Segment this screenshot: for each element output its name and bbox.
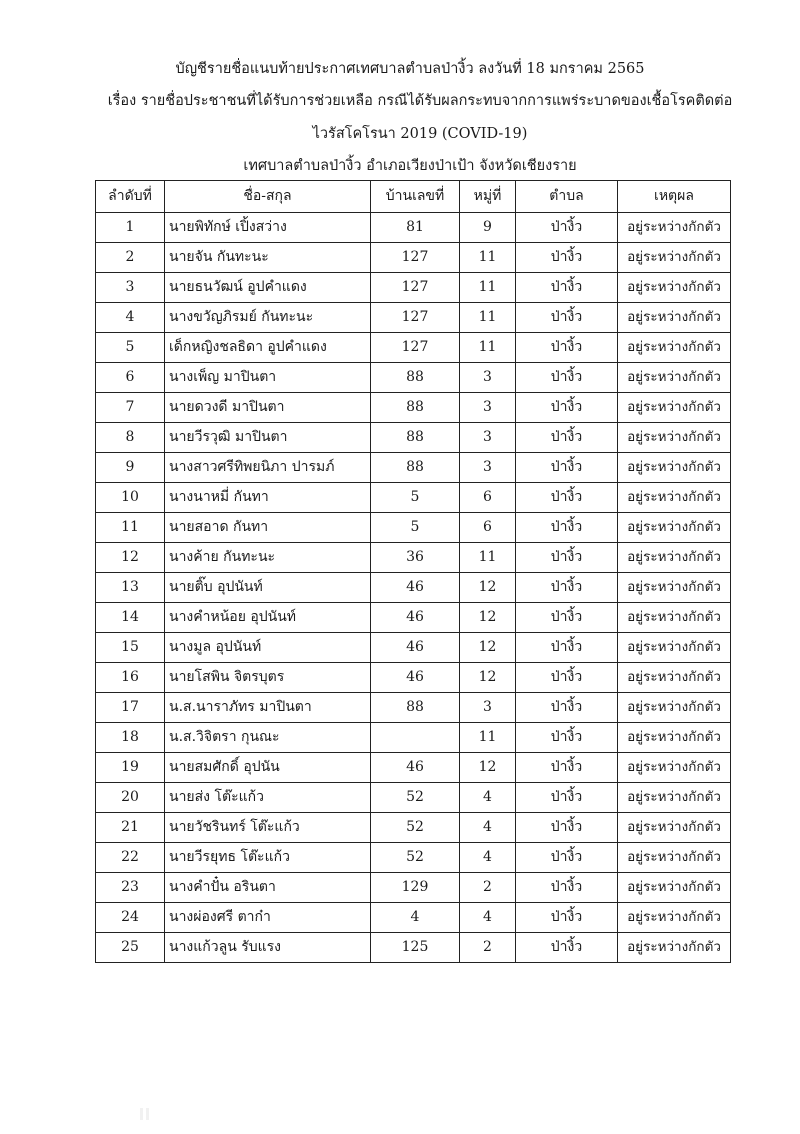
name-cell: นางสาวศรีทิพยนิภา ปารมภ์	[165, 453, 371, 483]
reason-cell: อยู่ระหว่างกักตัว	[618, 873, 731, 903]
house-number-cell: 127	[371, 303, 460, 333]
reason-cell: อยู่ระหว่างกักตัว	[618, 783, 731, 813]
row-number-cell: 3	[96, 273, 165, 303]
name-cell: น.ส.นาราภัทร มาปินตา	[165, 693, 371, 723]
subdistrict-cell: ป่างิ้ว	[516, 333, 618, 363]
reason-cell: อยู่ระหว่างกักตัว	[618, 813, 731, 843]
row-number-cell: 5	[96, 333, 165, 363]
village-cell: 6	[460, 513, 516, 543]
name-cell: นางเพ็ญ มาปินตา	[165, 363, 371, 393]
table-row	[96, 783, 731, 813]
name-cell: นางแก้วลูน รับแรง	[165, 933, 371, 963]
name-cell: นายส่ง โต๊ะแก้ว	[165, 783, 371, 813]
village-cell: 3	[460, 693, 516, 723]
document-subject: เรื่อง รายชื่อประชาชนที่ได้รับการช่วยเหลือ กรณีได้รับผลกระทบจากการแพร่ระบาดของเชื้อโรคติดต่อ	[107, 93, 733, 109]
village-cell: 3	[460, 363, 516, 393]
table-row	[96, 843, 731, 873]
row-number-cell: 14	[96, 603, 165, 633]
reason-cell: อยู่ระหว่างกักตัว	[618, 513, 731, 543]
table-row	[96, 243, 731, 273]
house-number-cell: 46	[371, 663, 460, 693]
village-cell: 11	[460, 243, 516, 273]
table-row	[96, 753, 731, 783]
row-number-cell: 16	[96, 663, 165, 693]
subdistrict-cell: ป่างิ้ว	[516, 543, 618, 573]
name-cell: นายติ๊บ อุปนันท์	[165, 573, 371, 603]
village-cell: 3	[460, 393, 516, 423]
reason-cell: อยู่ระหว่างกักตัว	[618, 543, 731, 573]
subdistrict-cell: ป่างิ้ว	[516, 933, 618, 963]
village-cell: 12	[460, 633, 516, 663]
document-organization: เทศบาลตำบลป่างิ้ว อำเภอเวียงป่าเป้า จังหวัดเชียงราย	[243, 158, 577, 174]
village-cell: 2	[460, 933, 516, 963]
reason-cell: อยู่ระหว่างกักตัว	[618, 333, 731, 363]
row-number-cell: 24	[96, 903, 165, 933]
table-row	[96, 423, 731, 453]
village-cell: 4	[460, 903, 516, 933]
table-row	[96, 333, 731, 363]
village-cell: 4	[460, 813, 516, 843]
table-row	[96, 873, 731, 903]
reason-cell: อยู่ระหว่างกักตัว	[618, 693, 731, 723]
subdistrict-cell: ป่างิ้ว	[516, 273, 618, 303]
village-cell: 9	[460, 213, 516, 243]
reason-cell: อยู่ระหว่างกักตัว	[618, 243, 731, 273]
subdistrict-cell: ป่างิ้ว	[516, 303, 618, 333]
subdistrict-cell: ป่างิ้ว	[516, 633, 618, 663]
name-cell: นายวัชรินทร์ โต๊ะแก้ว	[165, 813, 371, 843]
subdistrict-cell: ป่างิ้ว	[516, 873, 618, 903]
subdistrict-cell: ป่างิ้ว	[516, 903, 618, 933]
row-number-cell: 17	[96, 693, 165, 723]
house-number-cell: 5	[371, 513, 460, 543]
subdistrict-cell: ป่างิ้ว	[516, 843, 618, 873]
subdistrict-cell: ป่างิ้ว	[516, 783, 618, 813]
column-header-village: หมู่ที่	[460, 181, 516, 213]
house-number-cell: 129	[371, 873, 460, 903]
row-number-cell: 23	[96, 873, 165, 903]
name-cell: นางคำหน้อย อุปนันท์	[165, 603, 371, 633]
house-number-cell: 81	[371, 213, 460, 243]
reason-cell: อยู่ระหว่างกักตัว	[618, 423, 731, 453]
house-number-cell: 52	[371, 813, 460, 843]
table-row	[96, 483, 731, 513]
name-cell: นายวีรยุทธ โต๊ะแก้ว	[165, 843, 371, 873]
row-number-cell: 15	[96, 633, 165, 663]
house-number-cell: 88	[371, 363, 460, 393]
name-cell: นายวีรวุฒิ มาปินตา	[165, 423, 371, 453]
house-number-cell: 46	[371, 633, 460, 663]
house-number-cell: 46	[371, 603, 460, 633]
row-number-cell: 22	[96, 843, 165, 873]
table-row	[96, 603, 731, 633]
village-cell: 2	[460, 873, 516, 903]
scan-artifact	[140, 1108, 160, 1120]
table-row	[96, 633, 731, 663]
table-row	[96, 903, 731, 933]
house-number-cell: 4	[371, 903, 460, 933]
reason-cell: อยู่ระหว่างกักตัว	[618, 933, 731, 963]
row-number-cell: 18	[96, 723, 165, 753]
table-row	[96, 513, 731, 543]
name-cell: นายจัน กันทะนะ	[165, 243, 371, 273]
village-cell: 4	[460, 843, 516, 873]
reason-cell: อยู่ระหว่างกักตัว	[618, 303, 731, 333]
subdistrict-cell: ป่างิ้ว	[516, 483, 618, 513]
row-number-cell: 20	[96, 783, 165, 813]
name-cell: นางค้าย กันทะนะ	[165, 543, 371, 573]
village-cell: 4	[460, 783, 516, 813]
house-number-cell	[371, 723, 460, 753]
name-cell: นายโสพิน จิตรบุตร	[165, 663, 371, 693]
house-number-cell: 46	[371, 573, 460, 603]
house-number-cell: 127	[371, 333, 460, 363]
subdistrict-cell: ป่างิ้ว	[516, 393, 618, 423]
subdistrict-cell: ป่างิ้ว	[516, 363, 618, 393]
subdistrict-cell: ป่างิ้ว	[516, 603, 618, 633]
reason-cell: อยู่ระหว่างกักตัว	[618, 723, 731, 753]
village-cell: 12	[460, 603, 516, 633]
village-cell: 12	[460, 753, 516, 783]
house-number-cell: 125	[371, 933, 460, 963]
reason-cell: อยู่ระหว่างกักตัว	[618, 453, 731, 483]
subdistrict-cell: ป่างิ้ว	[516, 813, 618, 843]
subdistrict-cell: ป่างิ้ว	[516, 663, 618, 693]
subdistrict-cell: ป่างิ้ว	[516, 423, 618, 453]
table-row	[96, 303, 731, 333]
document-subject-continued: ไวรัสโคโรนา 2019 (COVID-19)	[312, 126, 528, 142]
table-row	[96, 273, 731, 303]
table-row	[96, 393, 731, 423]
row-number-cell: 12	[96, 543, 165, 573]
reason-cell: อยู่ระหว่างกักตัว	[618, 393, 731, 423]
row-number-cell: 1	[96, 213, 165, 243]
village-cell: 3	[460, 453, 516, 483]
beneficiary-table	[95, 180, 731, 963]
subdistrict-cell: ป่างิ้ว	[516, 213, 618, 243]
table-row	[96, 573, 731, 603]
table-row	[96, 813, 731, 843]
reason-cell: อยู่ระหว่างกักตัว	[618, 573, 731, 603]
village-cell: 11	[460, 543, 516, 573]
village-cell: 11	[460, 273, 516, 303]
name-cell: นายพิทักษ์ เปิ้งสว่าง	[165, 213, 371, 243]
table-row	[96, 213, 731, 243]
subdistrict-cell: ป่างิ้ว	[516, 693, 618, 723]
subdistrict-cell: ป่างิ้ว	[516, 573, 618, 603]
reason-cell: อยู่ระหว่างกักตัว	[618, 843, 731, 873]
house-number-cell: 36	[371, 543, 460, 573]
village-cell: 3	[460, 423, 516, 453]
table-row	[96, 543, 731, 573]
column-header-subdistrict: ตำบล	[516, 181, 618, 213]
table-row	[96, 363, 731, 393]
row-number-cell: 9	[96, 453, 165, 483]
name-cell: นางผ่องศรี ตาก๋า	[165, 903, 371, 933]
name-cell: น.ส.วิจิตรา กุนณะ	[165, 723, 371, 753]
column-header-name: ชื่อ-สกุล	[165, 181, 371, 213]
name-cell: นายสมศักดิ์ อุปนัน	[165, 753, 371, 783]
house-number-cell: 88	[371, 423, 460, 453]
subdistrict-cell: ป่างิ้ว	[516, 723, 618, 753]
village-cell: 12	[460, 573, 516, 603]
row-number-cell: 13	[96, 573, 165, 603]
row-number-cell: 19	[96, 753, 165, 783]
name-cell: นายธนวัฒน์ อูปคำแดง	[165, 273, 371, 303]
table-row	[96, 933, 731, 963]
table-row	[96, 693, 731, 723]
row-number-cell: 21	[96, 813, 165, 843]
house-number-cell: 5	[371, 483, 460, 513]
table-row	[96, 663, 731, 693]
house-number-cell: 127	[371, 243, 460, 273]
table-header-row	[96, 181, 731, 213]
village-cell: 12	[460, 663, 516, 693]
name-cell: นางมูล อุปนันท์	[165, 633, 371, 663]
house-number-cell: 52	[371, 843, 460, 873]
name-cell: นางขวัญภิรมย์ กันทะนะ	[165, 303, 371, 333]
house-number-cell: 52	[371, 783, 460, 813]
reason-cell: อยู่ระหว่างกักตัว	[618, 213, 731, 243]
row-number-cell: 11	[96, 513, 165, 543]
house-number-cell: 88	[371, 393, 460, 423]
village-cell: 6	[460, 483, 516, 513]
column-header-number: ลำดับที่	[96, 181, 165, 213]
village-cell: 11	[460, 333, 516, 363]
village-cell: 11	[460, 303, 516, 333]
village-cell: 11	[460, 723, 516, 753]
column-header-reason: เหตุผล	[618, 181, 731, 213]
row-number-cell: 10	[96, 483, 165, 513]
house-number-cell: 46	[371, 753, 460, 783]
name-cell: เด็กหญิงชลธิดา อูปคำแดง	[165, 333, 371, 363]
table-row	[96, 453, 731, 483]
row-number-cell: 8	[96, 423, 165, 453]
reason-cell: อยู่ระหว่างกักตัว	[618, 663, 731, 693]
row-number-cell: 6	[96, 363, 165, 393]
name-cell: นางนาหมี่ กันทา	[165, 483, 371, 513]
subdistrict-cell: ป่างิ้ว	[516, 243, 618, 273]
reason-cell: อยู่ระหว่างกักตัว	[618, 273, 731, 303]
reason-cell: อยู่ระหว่างกักตัว	[618, 903, 731, 933]
house-number-cell: 127	[371, 273, 460, 303]
table-row	[96, 723, 731, 753]
subdistrict-cell: ป่างิ้ว	[516, 753, 618, 783]
table-body	[96, 213, 731, 963]
house-number-cell: 88	[371, 453, 460, 483]
reason-cell: อยู่ระหว่างกักตัว	[618, 753, 731, 783]
name-cell: นายดวงดี มาปินตา	[165, 393, 371, 423]
house-number-cell: 88	[371, 693, 460, 723]
row-number-cell: 4	[96, 303, 165, 333]
row-number-cell: 7	[96, 393, 165, 423]
row-number-cell: 2	[96, 243, 165, 273]
subdistrict-cell: ป่างิ้ว	[516, 513, 618, 543]
subdistrict-cell: ป่างิ้ว	[516, 453, 618, 483]
column-header-house-number: บ้านเลขที่	[371, 181, 460, 213]
reason-cell: อยู่ระหว่างกักตัว	[618, 363, 731, 393]
reason-cell: อยู่ระหว่างกักตัว	[618, 633, 731, 663]
reason-cell: อยู่ระหว่างกักตัว	[618, 603, 731, 633]
reason-cell: อยู่ระหว่างกักตัว	[618, 483, 731, 513]
document-title: บัญชีรายชื่อแนบท้ายประกาศเทศบาลตำบลป่างิ้ว ลงวันที่ 18 มกราคม 2565	[175, 61, 645, 77]
name-cell: นายสอาด กันทา	[165, 513, 371, 543]
name-cell: นางคำปั๋น อรินตา	[165, 873, 371, 903]
row-number-cell: 25	[96, 933, 165, 963]
